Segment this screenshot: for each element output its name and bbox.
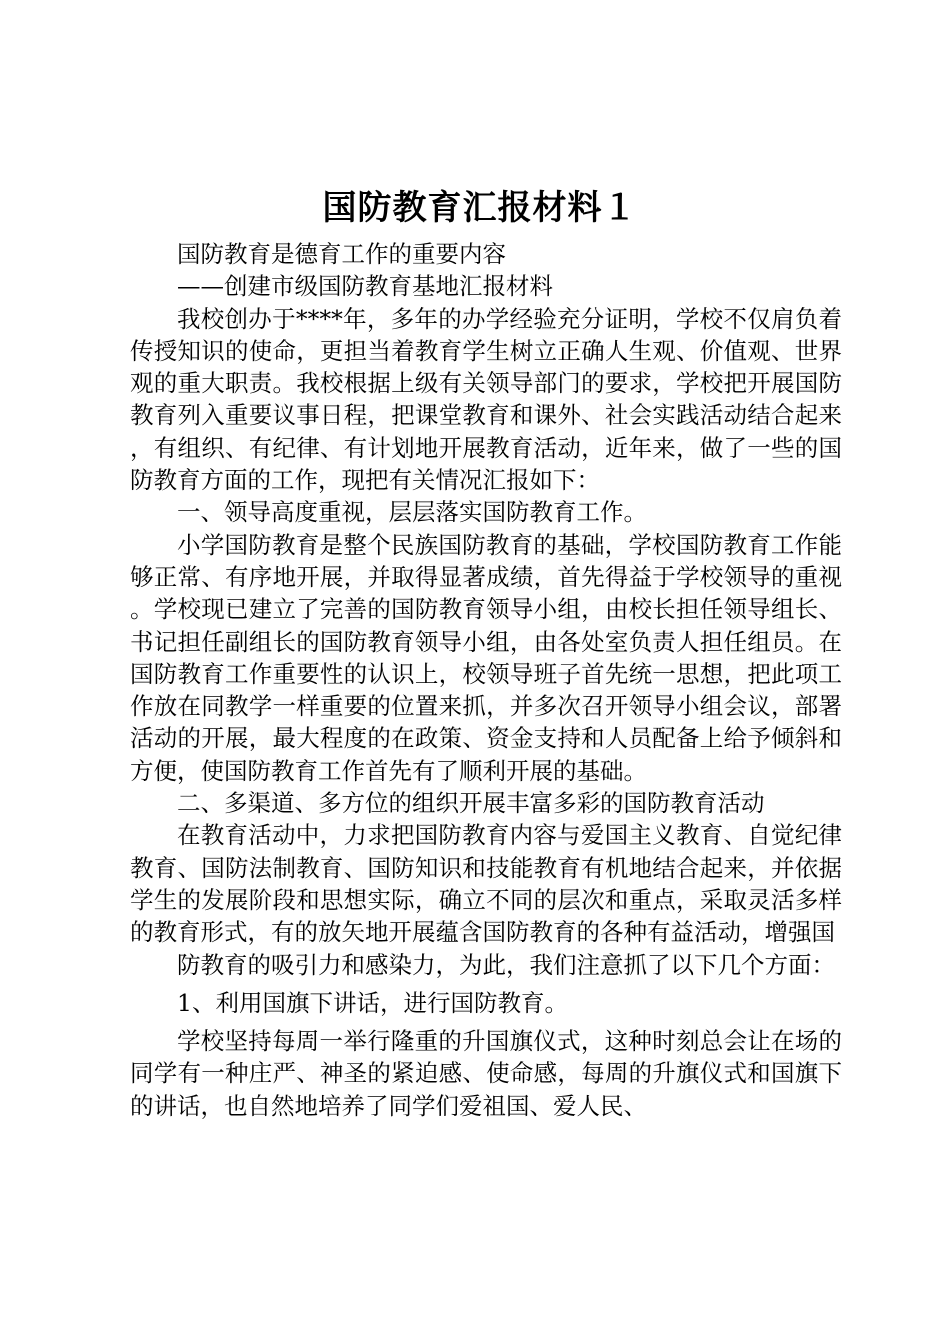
section-heading: 一、领导高度重视，层层落实国防教育工作。 — [177, 498, 647, 527]
body-paragraph: 学校坚持每周一举行隆重的升国旗仪式，这种时刻总会让在场的同学有一种庄严、神圣的紧迫感、使命感，每周的升旗仪式和国旗下的讲话，也自然地培养了同学们爱祖国、爱人民、 — [130, 1027, 842, 1120]
body-paragraph: 我校创办于****年，多年的办学经验充分证明，学校不仅肩负着传授知识的使命，更担当着教育学生树立正确人生观、价值观、世界观的重大职责。我校根据上级有关领导部门的要求，学校把开展国防教育列入重要议事日程，把课堂教育和课外、社会实践活动结合起来，有组织、有纪律、有计划地开展教育活动，近年来，做了一些的国防教育方面的工作，现把有关情况汇报如下： — [130, 304, 842, 495]
sub-heading: 1、利用国旗下讲话，进行国防教育。 — [177, 988, 568, 1017]
document-body — [130, 238, 842, 1122]
body-paragraph: 在教育活动中，力求把国防教育内容与爱国主义教育、自觉纪律教育、国防法制教育、国防知识和技能教育有机地结合起来，并依据学生的发展阶段和思想实际，确立不同的层次和重点，采取灵活多样的教育形式，有的放矢地开展蕴含国防教育的各种有益活动，增强国 — [130, 821, 842, 947]
section-heading: 二、多渠道、多方位的组织开展丰富多彩的国防教育活动 — [177, 789, 765, 818]
document-title: 国防教育汇报材料１ — [322, 188, 638, 228]
subtitle-line: 国防教育是德育工作的重要内容 — [177, 240, 506, 268]
body-paragraph: 防教育的吸引力和感染力，为此，我们注意抓了以下几个方面： — [177, 950, 835, 979]
body-paragraph: 小学国防教育是整个民族国防教育的基础，学校国防教育工作能够正常、有序地开展，并取得显著成绩，首先得益于学校领导的重视。学校现已建立了完善的国防教育领导小组，由校长担任领导组长、书记担任副组长的国防教育领导小组，由各处室负责人担任组员。在国防教育工作重要性的认识上，校领导班子首先统一思想，把此项工作放在同教学一样重要的位置来抓，并多次召开领导小组会议，部署活动的开展，最大程度的在政策、资金支持和人员配备上给予倾斜和方便，使国防教育工作首先有了顺利开展的基础。 — [130, 530, 842, 785]
subtitle-line: ——创建市级国防教育基地汇报材料 — [177, 272, 553, 301]
